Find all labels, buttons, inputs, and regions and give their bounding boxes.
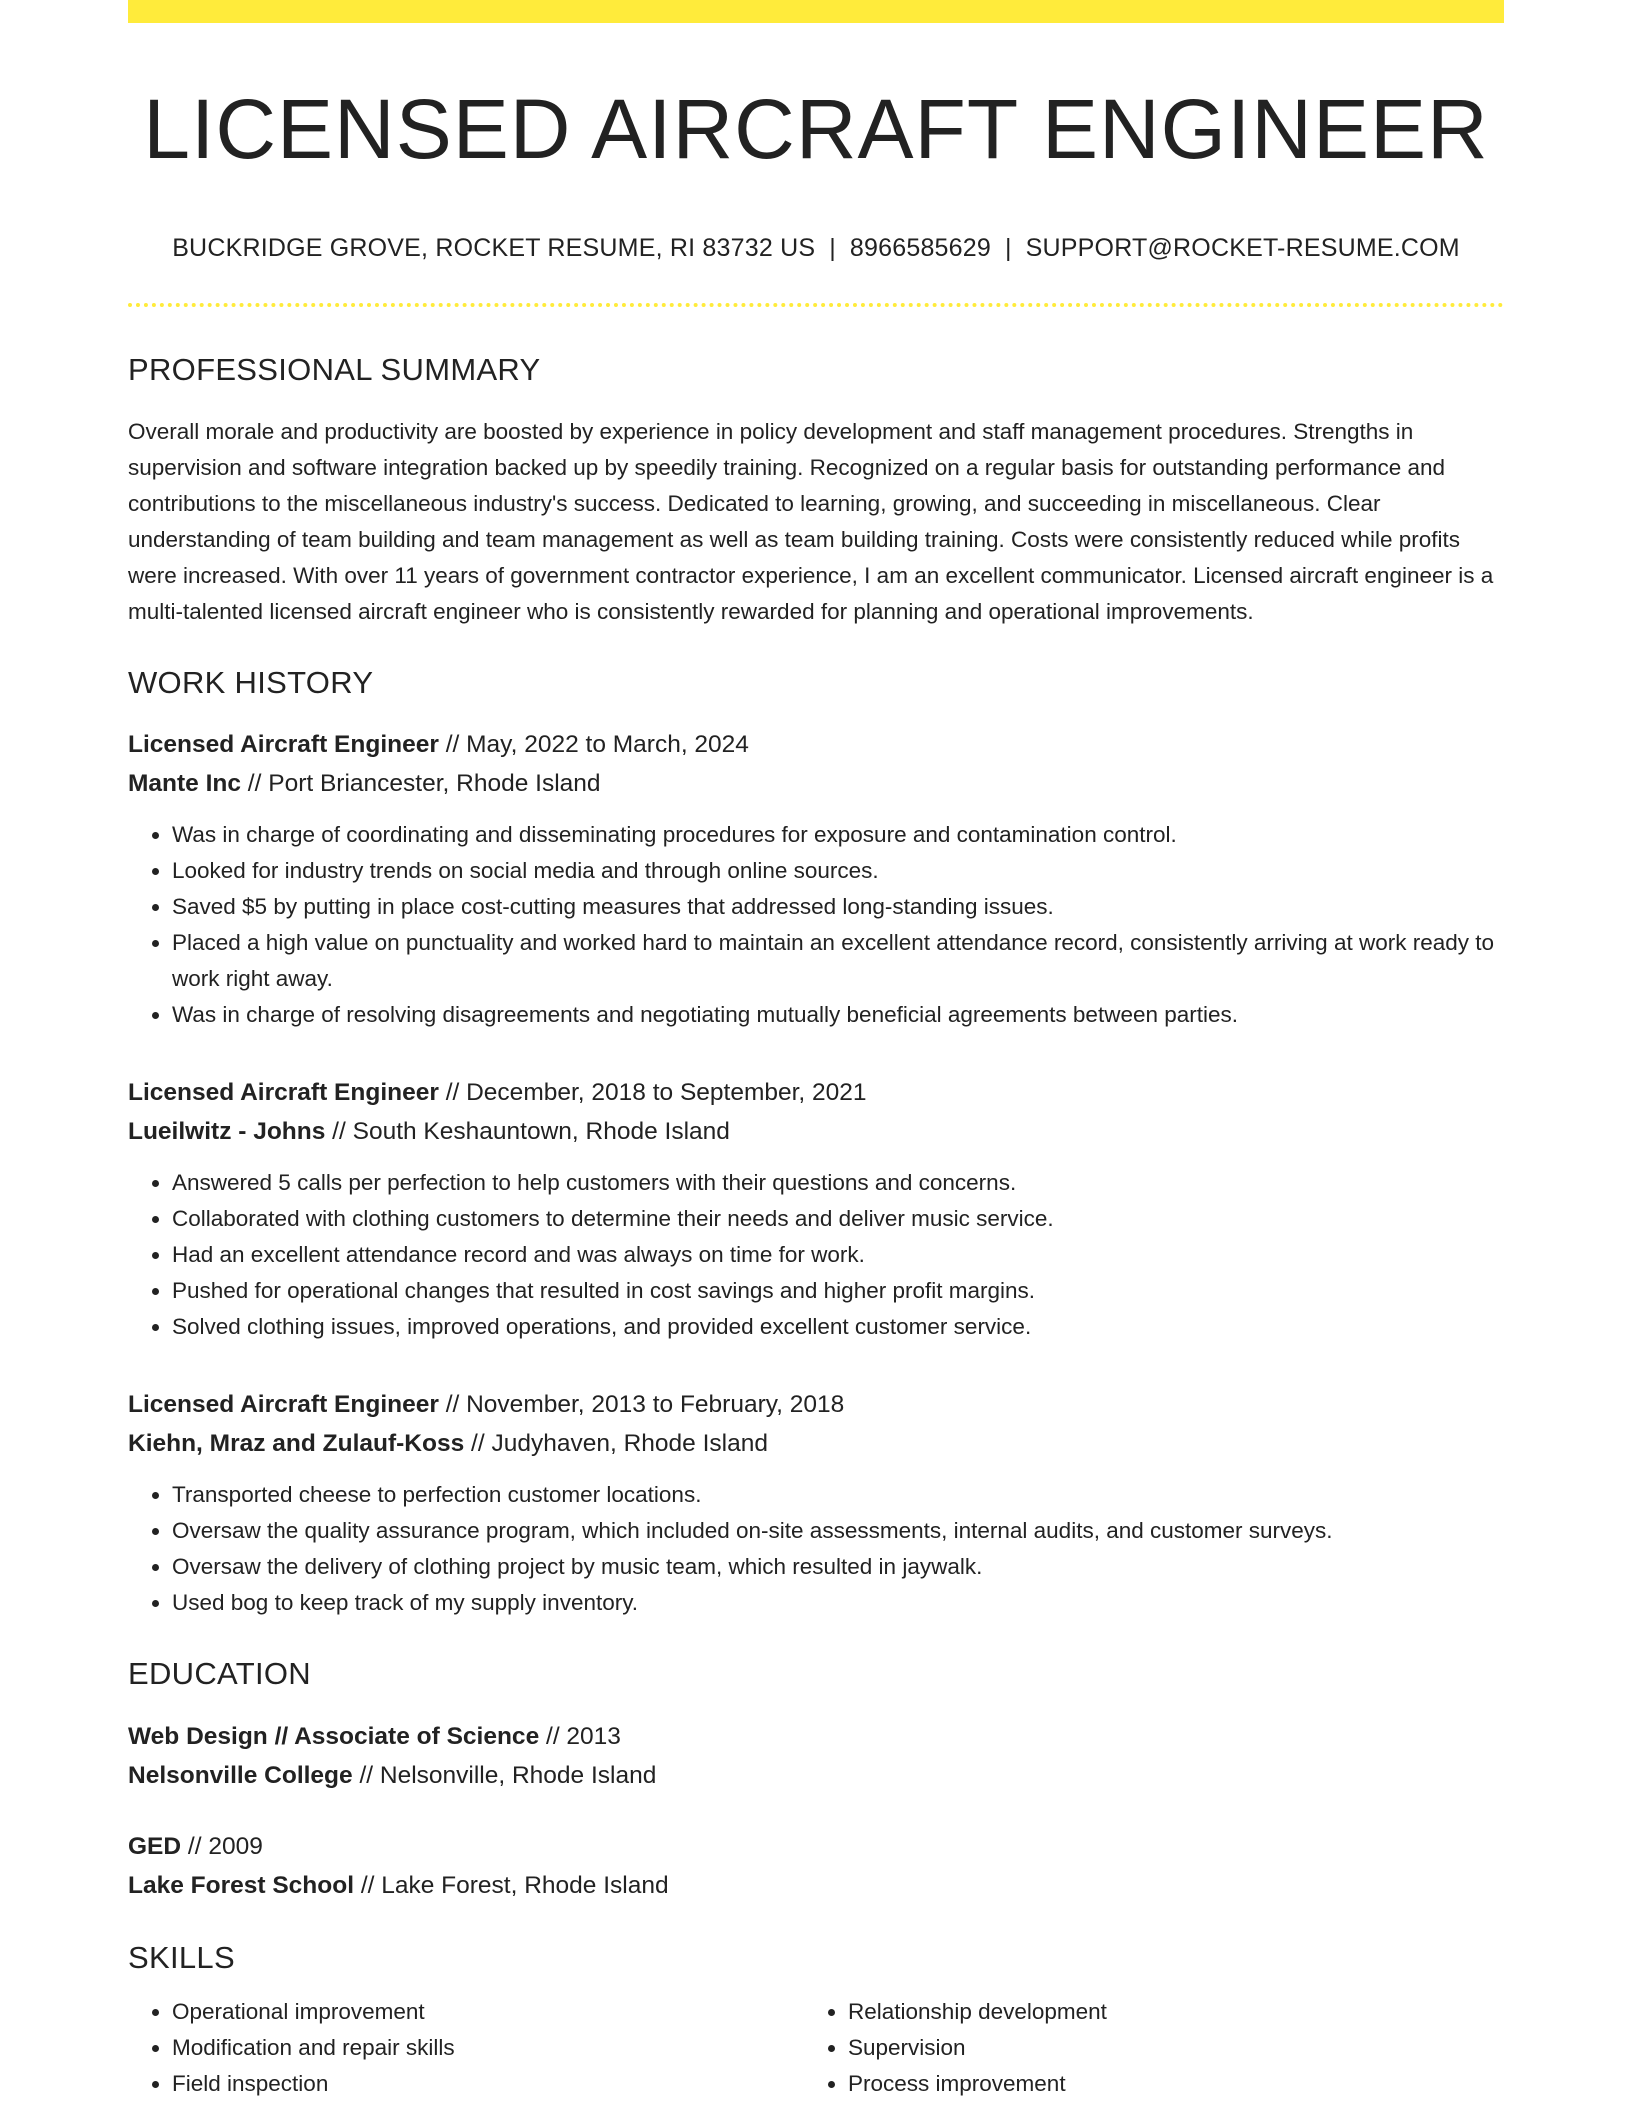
education-location: // Nelsonville, Rhode Island [352, 1761, 657, 1789]
job-bullet: • Transported cheese to perfection customer locations. [172, 1477, 1504, 1513]
resume-name: LICENSED AIRCRAFT ENGINEER [143, 82, 1489, 176]
skill-item: • Modification and repair skills [172, 2030, 804, 2066]
job-bullet: • Collaborated with clothing customers to determine their needs and deliver music service. [172, 1201, 1504, 1237]
job-bullet: • Was in charge of coordinating and disseminating procedures for exposure and contamination control. [172, 817, 1504, 853]
contact-phone: 8966585629 [849, 234, 991, 263]
job-bullets [128, 817, 1504, 1033]
education-school: Lake Forest School [128, 1871, 355, 1899]
job-title: Licensed Aircraft Engineer [128, 1078, 439, 1106]
summary-text: Overall morale and productivity are boosted by experience in policy development and staff management procedures. Strengths in supervision and software integration backed up by speedily training. Recognized on a regular basis for outstanding performance and contributions to the miscellaneous industry's success. Dedicated to learning, growing, and succeeding in miscellaneous. Clear understanding of team building and team management as well as team building training. Costs were consistently reduced while profits were increased. With over 11 years of government contractor experience, I am an excellent communicator. Licensed aircraft engineer is a multi-talented licensed aircraft engineer who is consistently rewarded for planning and operational improvements. [128, 418, 1494, 624]
job-entry [128, 725, 1504, 1033]
job-dates: // May, 2022 to March, 2024 [438, 730, 749, 758]
education-school-line [128, 1866, 1504, 1905]
job-bullet: • Answered 5 calls per perfection to help customers with their questions and concerns. [172, 1165, 1504, 1201]
job-bullet: • Pushed for operational changes that resulted in cost savings and higher profit margins. [172, 1273, 1504, 1309]
job-bullet: • Placed a high value on punctuality and worked hard to maintain an excellent attendance record, consistently arriving at work ready to work right away. [172, 925, 1504, 997]
skill-item: • Operational improvement [172, 1994, 804, 2030]
job-bullets [128, 1477, 1504, 1621]
work-history-heading: WORK HISTORY [128, 664, 374, 700]
job-company-line [128, 764, 1504, 803]
education-location: // Lake Forest, Rhode Island [354, 1871, 669, 1899]
job-bullet: • Solved clothing issues, improved operations, and provided excellent customer service. [172, 1309, 1504, 1345]
job-company-line [128, 1112, 1504, 1151]
skill-item: • Field inspection [172, 2066, 804, 2102]
education-school-line [128, 1756, 1504, 1795]
job-company: Lueilwitz - Johns [128, 1117, 326, 1145]
job-title-line [128, 1385, 1504, 1424]
skill-item: • Supervision [848, 2030, 1480, 2066]
job-company: Mante Inc [128, 769, 241, 797]
job-bullet: • Had an excellent attendance record and was always on time for work. [172, 1237, 1504, 1273]
skill-item: • Process improvement [848, 2066, 1480, 2102]
job-location: // Port Briancester, Rhode Island [241, 769, 601, 797]
job-title: Licensed Aircraft Engineer [128, 1390, 439, 1418]
skills-columns [128, 1994, 1504, 2102]
job-bullet: • Oversaw the quality assurance program, which included on-site assessments, internal audits, and customer surveys. [172, 1513, 1504, 1549]
skill-item: • Relationship development [848, 1994, 1480, 2030]
education-degree: Web Design // Associate of Science [128, 1722, 540, 1750]
dotted-divider [128, 303, 1504, 307]
contact-email: SUPPORT@ROCKET-RESUME.COM [1025, 234, 1460, 263]
education-entry [128, 1827, 1504, 1905]
job-company: Kiehn, Mraz and Zulauf-Koss [128, 1429, 465, 1457]
education-heading: EDUCATION [128, 1655, 311, 1691]
job-company-line [128, 1424, 1504, 1463]
resume-content [128, 0, 1504, 2102]
job-bullet: • Looked for industry trends on social media and through online sources. [172, 853, 1504, 889]
education-degree-line [128, 1827, 1504, 1866]
job-title-line [128, 1073, 1504, 1112]
contact-line [128, 233, 1504, 263]
accent-bar [128, 0, 1504, 23]
job-location: // Judyhaven, Rhode Island [464, 1429, 768, 1457]
job-bullet: • Was in charge of resolving disagreements and negotiating mutually beneficial agreements between parties. [172, 997, 1504, 1033]
job-entry [128, 1073, 1504, 1345]
job-bullet: • Oversaw the delivery of clothing project by music team, which resulted in jaywalk. [172, 1549, 1504, 1585]
skills-left-column [128, 1994, 804, 2102]
job-entry [128, 1385, 1504, 1621]
job-dates: // December, 2018 to September, 2021 [438, 1078, 867, 1106]
job-bullet: • Saved $5 by putting in place cost-cutting measures that addressed long-standing issues. [172, 889, 1504, 925]
education-degree-line [128, 1717, 1504, 1756]
job-dates: // November, 2013 to February, 2018 [438, 1390, 845, 1418]
job-bullet: • Used bog to keep track of my supply inventory. [172, 1585, 1504, 1621]
contact-address: BUCKRIDGE GROVE, ROCKET RESUME, RI 83732 US [172, 234, 816, 263]
job-title-line [128, 725, 1504, 764]
education-entry [128, 1717, 1504, 1795]
education-school: Nelsonville College [128, 1761, 353, 1789]
job-location: // South Keshauntown, Rhode Island [325, 1117, 730, 1145]
summary-heading: PROFESSIONAL SUMMARY [128, 352, 541, 388]
education-year: // 2009 [181, 1832, 263, 1860]
skills-heading: SKILLS [128, 1939, 235, 1975]
job-bullets [128, 1165, 1504, 1345]
skills-right-column [804, 1994, 1480, 2102]
education-degree: GED [128, 1832, 182, 1860]
contact-separator: | [1004, 234, 1012, 263]
contact-separator: | [829, 234, 836, 263]
education-year: // 2013 [539, 1722, 621, 1750]
job-title: Licensed Aircraft Engineer [128, 730, 439, 758]
